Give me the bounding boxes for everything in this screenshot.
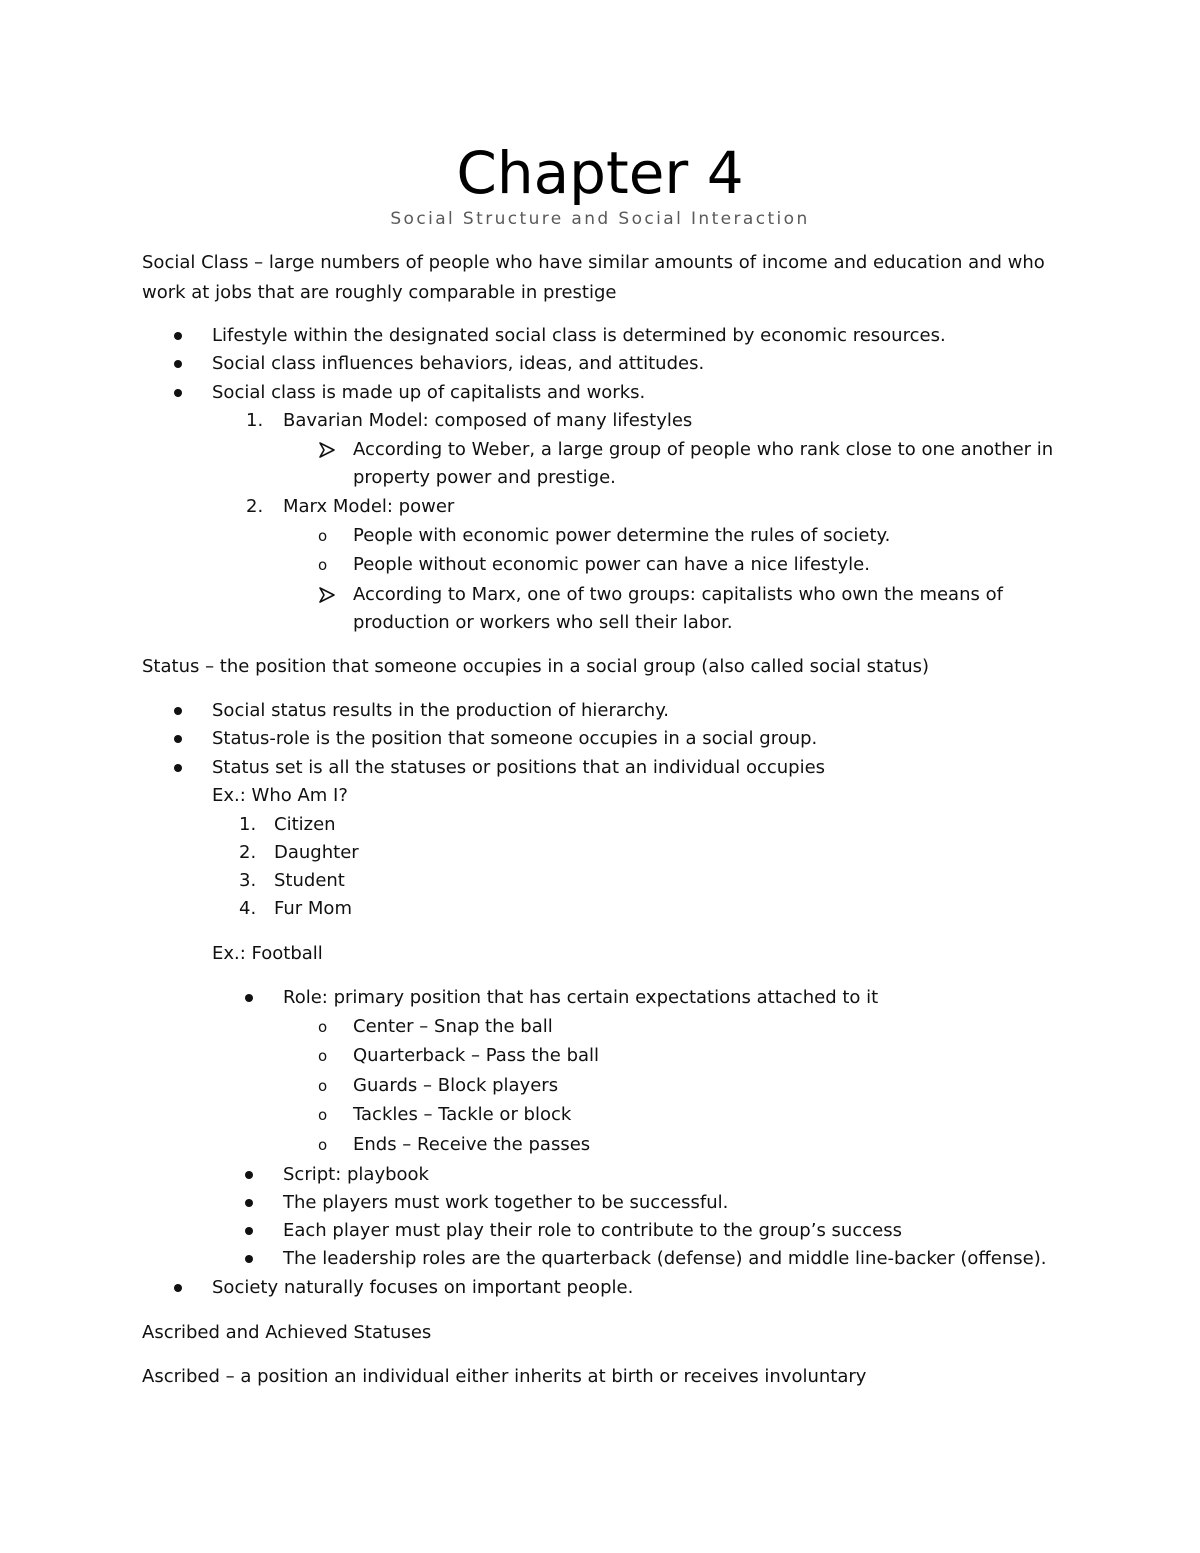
circle-bullet-icon: o <box>318 1047 328 1065</box>
role-definition: Role: primary position that has certain expectations attached to it <box>283 987 879 1008</box>
position-item: Guards – Block players <box>353 1075 559 1096</box>
circle-bullet-icon: o <box>318 527 328 545</box>
arrow-bullet-icon <box>318 441 336 459</box>
example-football: Ex.: Football <box>212 943 323 964</box>
bullet-icon <box>245 1199 253 1207</box>
marx-model-item: Marx Model: power <box>283 496 455 517</box>
social-class-bullet: Social class influences behaviors, ideas, and attitudes. <box>212 353 705 374</box>
page-subtitle: Social Structure and Social Interaction <box>390 209 810 229</box>
marx-definition-line2: production or workers who sell their labor. <box>353 612 733 633</box>
bullet-icon <box>174 764 182 772</box>
position-item: Quarterback – Pass the ball <box>353 1045 600 1066</box>
football-bullet: The leadership roles are the quarterback (defense) and middle line-backer (offense). <box>283 1248 1047 1269</box>
page-title: Chapter 4 <box>456 139 744 207</box>
who-list-item: Fur Mom <box>274 898 352 919</box>
list-number: 1. <box>239 814 257 835</box>
marx-subitem: People without economic power can have a nice lifestyle. <box>353 554 870 575</box>
who-list-item: Student <box>274 870 345 891</box>
example-who-am-i: Ex.: Who Am I? <box>212 785 348 806</box>
social-class-definition-line1: Social Class – large numbers of people who have similar amounts of income and education and who <box>142 252 1045 273</box>
bullet-icon <box>174 735 182 743</box>
position-item: Ends – Receive the passes <box>353 1134 591 1155</box>
status-final-bullet: Society naturally focuses on important people. <box>212 1277 634 1298</box>
status-bullet: Social status results in the production of hierarchy. <box>212 700 670 721</box>
status-bullet: Status set is all the statuses or positions that an individual occupies <box>212 757 826 778</box>
social-class-definition-line2: work at jobs that are roughly comparable in prestige <box>142 282 617 303</box>
social-class-bullet: Lifestyle within the designated social class is determined by economic resources. <box>212 325 946 346</box>
list-number: 2. <box>239 842 257 863</box>
bullet-icon <box>245 1227 253 1235</box>
ascribed-definition: Ascribed – a position an individual either inherits at birth or receives involuntary <box>142 1366 867 1387</box>
marx-definition-line1: According to Marx, one of two groups: capitalists who own the means of <box>353 584 1003 605</box>
bullet-icon <box>174 360 182 368</box>
section-heading: Ascribed and Achieved Statuses <box>142 1322 432 1343</box>
bullet-icon <box>245 1255 253 1263</box>
football-bullet: Each player must play their role to contribute to the group’s success <box>283 1220 902 1241</box>
bullet-icon <box>174 332 182 340</box>
position-item: Tackles – Tackle or block <box>353 1104 572 1125</box>
circle-bullet-icon: o <box>318 1136 328 1154</box>
bullet-icon <box>174 707 182 715</box>
bullet-icon <box>245 994 253 1002</box>
list-number: 3. <box>239 870 257 891</box>
circle-bullet-icon: o <box>318 1018 328 1036</box>
list-number: 1. <box>246 410 264 431</box>
circle-bullet-icon: o <box>318 1106 328 1124</box>
who-list-item: Daughter <box>274 842 359 863</box>
list-number: 2. <box>246 496 264 517</box>
arrow-bullet-icon <box>318 586 336 604</box>
status-definition: Status – the position that someone occupies in a social group (also called social status) <box>142 656 929 677</box>
football-bullet: The players must work together to be successful. <box>283 1192 729 1213</box>
who-list-item: Citizen <box>274 814 336 835</box>
circle-bullet-icon: o <box>318 1077 328 1095</box>
bullet-icon <box>174 1284 182 1292</box>
weber-definition-line2: property power and prestige. <box>353 467 616 488</box>
weber-definition-line1: According to Weber, a large group of people who rank close to one another in <box>353 439 1054 460</box>
bavarian-model-item: Bavarian Model: composed of many lifestyles <box>283 410 693 431</box>
circle-bullet-icon: o <box>318 556 328 574</box>
bullet-icon <box>174 389 182 397</box>
football-bullet: Script: playbook <box>283 1164 429 1185</box>
marx-subitem: People with economic power determine the rules of society. <box>353 525 891 546</box>
status-bullet: Status-role is the position that someone occupies in a social group. <box>212 728 818 749</box>
bullet-icon <box>245 1171 253 1179</box>
list-number: 4. <box>239 898 257 919</box>
position-item: Center – Snap the ball <box>353 1016 553 1037</box>
social-class-bullet: Social class is made up of capitalists and works. <box>212 382 646 403</box>
